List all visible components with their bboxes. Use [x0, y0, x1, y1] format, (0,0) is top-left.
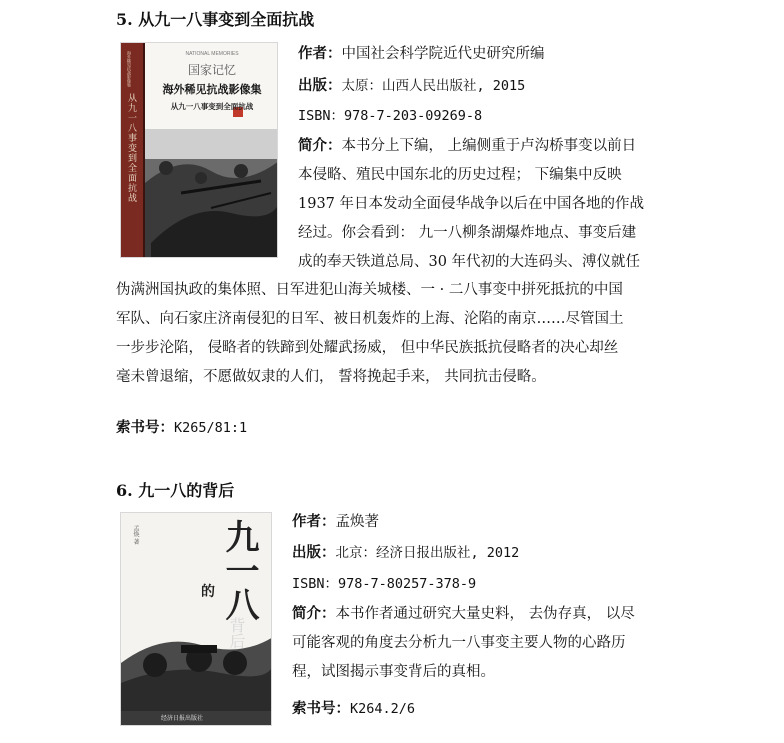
book-6-summary [292, 599, 670, 687]
book-6-author [292, 512, 379, 532]
summary-line: 成的奉天铁道总局、30 年代初的大连码头、溥仪就任 [298, 254, 641, 270]
book-6-call-number [292, 699, 415, 719]
isbn-value: 978-7-80257-378-9 [338, 576, 477, 592]
summary-line: 本侵略、殖民中国东北的历史过程； 下编集中反映 [298, 167, 622, 183]
cover6-author: 孟焕 著 [132, 525, 139, 545]
summary-line: 一步步沦陷， 侵略者的铁蹄到处耀武扬威， 但中华民族抵抗侵略者的决心却丝 [116, 340, 619, 356]
publisher-value: 太原：山西人民出版社, 2015 [341, 78, 526, 94]
book-6-isbn [292, 574, 476, 594]
summary-line: 可能客观的角度去分析九一八事变主要人物的心路历 [292, 635, 626, 651]
summary-line: 毫未曾退缩，不愿做奴隶的人们， 誓将挽起手来， 共同抗击侵略。 [116, 369, 546, 385]
summary-line: 程，试图揭示事变背后的真相。 [292, 664, 495, 680]
book-6-publisher [292, 543, 519, 563]
cover-series-cn: 国家记忆 [187, 63, 236, 77]
call-number-label: 索书号： [116, 419, 174, 436]
summary-line: 简介：本书分上下编， 上编侧重于卢沟桥事变以前日 [298, 137, 637, 154]
isbn-label: ISBN： [292, 576, 339, 592]
author-value: 中国社会科学院近代史研究所编 [341, 46, 545, 62]
book-5-summary-narrow [298, 131, 670, 277]
publisher-value: 北京：经济日报出版社, 2012 [335, 545, 520, 561]
book-5-author [298, 44, 545, 64]
summary-label: 简介： [298, 137, 342, 154]
isbn-value: 978-7-203-09269-8 [344, 108, 483, 124]
book-5-isbn [298, 106, 482, 126]
summary-line: 经过。你会看到： 九一八柳条湖爆炸地点、事变后建 [298, 225, 637, 241]
summary-label: 简介： [292, 605, 336, 622]
publisher-label: 出版： [298, 77, 342, 94]
cover-series-en: NATIONAL MEMORIES [185, 51, 239, 57]
entry-5-title: 5. 从九一八事变到全面抗战 [116, 10, 315, 29]
call-number-value: K265/81:1 [174, 420, 248, 436]
book-cover-image-5 [120, 42, 278, 258]
cover-spine-subtitle: 海外稀见抗战影像集 [127, 51, 132, 87]
author-value: 孟焕著 [335, 514, 379, 530]
summary-line: 1937 年日本发动全面侵华战争以后在中国各地的作战 [298, 196, 645, 212]
book-5-publisher [298, 76, 525, 96]
isbn-label: ISBN： [298, 108, 345, 124]
book-cover-image-6 [120, 512, 272, 726]
cover-spine-title: 从九一八事变到全面抗战 [126, 93, 136, 203]
cover-main-title: 海外稀见抗战影像集 [162, 83, 262, 96]
cover6-ghost-title: 背后 [227, 617, 246, 649]
call-number-label: 索书号： [292, 700, 350, 717]
author-label: 作者： [292, 513, 336, 530]
summary-line: 简介：本书作者通过研究大量史料， 去伪存真， 以尽 [292, 605, 635, 622]
summary-line: 军队、向石家庄济南侵犯的日军、被日机轰炸的上海、沦陷的南京……尽管国土 [116, 311, 624, 327]
cover-subtitle: 从九一八事变到全面抗战 [170, 102, 254, 111]
publisher-label: 出版： [292, 544, 336, 561]
book-5-summary-wide [116, 276, 672, 392]
book-5-call-number [116, 418, 247, 438]
author-label: 作者： [298, 45, 342, 62]
entry-6-title: 6. 九一八的背后 [116, 481, 235, 500]
summary-line: 伪满洲国执政的集体照、日军进犯山海关城楼、一 · 二八事变中拼死抵抗的中国 [116, 282, 623, 298]
cover6-big-title: 九一八 [219, 519, 259, 621]
cover6-small-title: 的 [201, 584, 215, 600]
cover6-publisher-mark: 经济日报出版社 [161, 715, 204, 722]
call-number-value: K264.2/6 [350, 701, 416, 717]
